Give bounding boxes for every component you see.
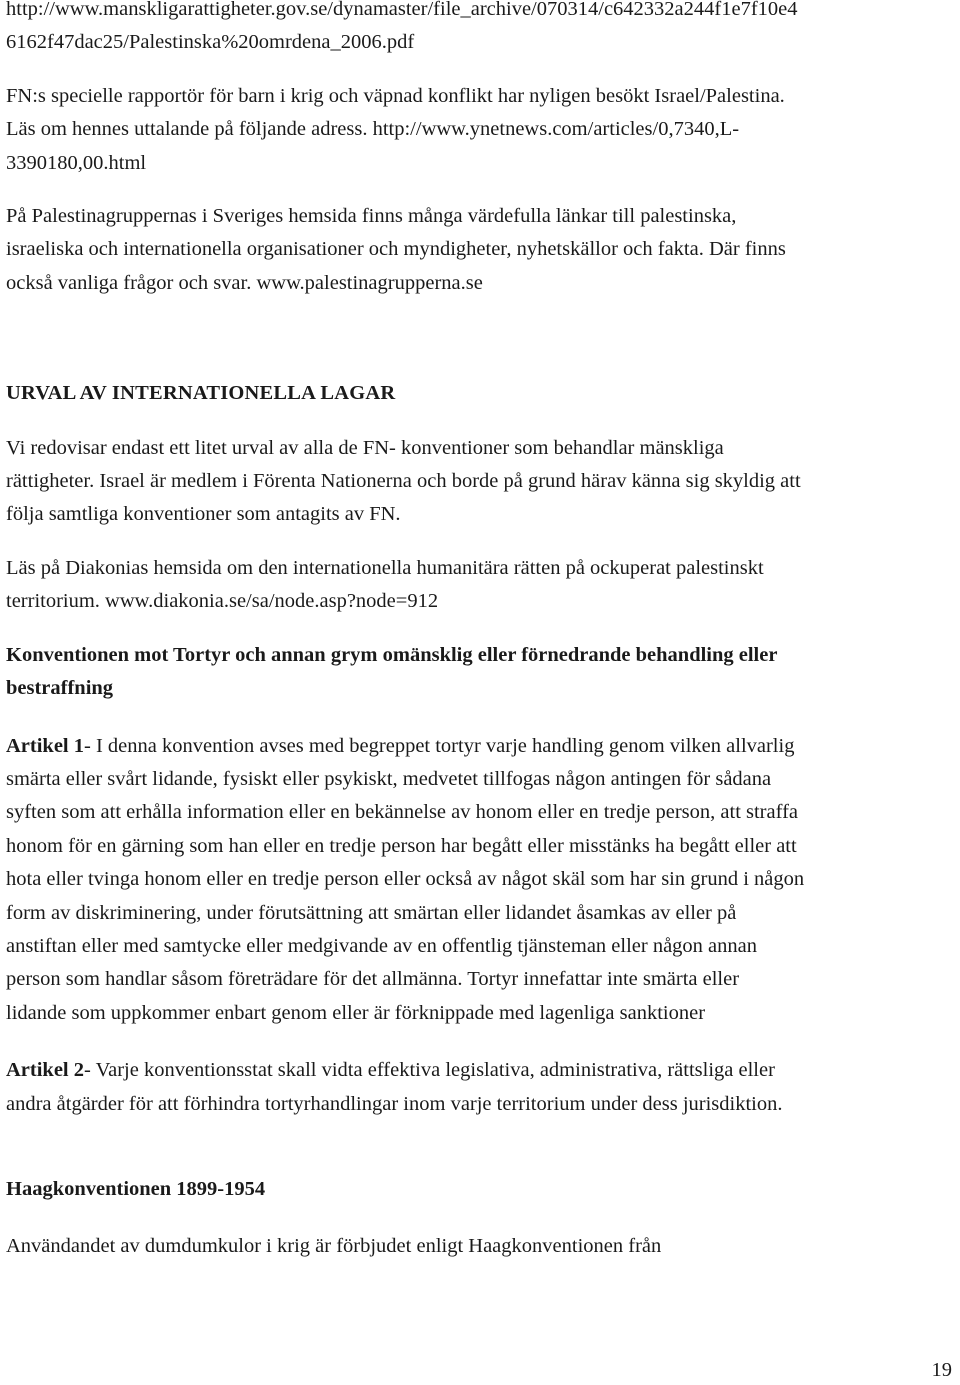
urval-paragraph — [6, 432, 956, 532]
text-line: också vanliga frågor och svar. www.palestinagrupperna.se — [6, 271, 483, 294]
palestinagrupperna-paragraph — [6, 200, 956, 300]
text-line: Vi redovisar endast ett litet urval av alla de FN- konventioner som behandlar mänskliga — [6, 436, 724, 459]
text-line: hota eller tvinga honom eller en tredje person eller också av något skäl som har sin grund i någon — [6, 868, 805, 891]
section-title: URVAL AV INTERNATIONELLA LAGAR — [6, 382, 396, 405]
document-page — [6, 0, 956, 1264]
text-line: honom för en gärning som han eller en tredje person har begått eller misstänks ha begått eller att — [6, 834, 797, 857]
text-line — [6, 1054, 956, 1087]
text-line: Läs om hennes uttalande på följande adress. http://www.ynetnews.com/articles/0,7340,L- — [6, 118, 740, 141]
page-number: 19 — [931, 1359, 952, 1381]
text-line: rättigheter. Israel är medlem i Förenta Nationerna och borde på grund härav känna sig skyldig att — [6, 470, 801, 493]
text-line: smärta eller svårt lidande, fysiskt eller psykiskt, medvetet tillfogas någon antingen för sådana — [6, 767, 772, 790]
text-line: anstiftan eller med samtycke eller medgivande av en offentlig tjänsteman eller någon annan — [6, 934, 758, 957]
text-line: På Palestinagruppernas i Sveriges hemsida finns många värdefulla länkar till palestinska, — [6, 205, 737, 228]
convention-heading — [6, 639, 956, 706]
url-line: 6162f47dac25/Palestinska%20omrdena_2006.pdf — [6, 31, 415, 54]
article-1-label: Artikel 1 — [6, 734, 84, 757]
text-line: syften som att erhålla information eller en bekännelse av honom eller en tredje person, att straffa — [6, 801, 798, 824]
text-line: FN:s specielle rapportör för barn i krig och väpnad konflikt har nyligen besökt Israel/Palestina. — [6, 84, 785, 107]
text-line: territorium. www.diakonia.se/sa/node.asp?node=912 — [6, 590, 439, 613]
fn-reporter-paragraph — [6, 80, 956, 180]
heading-line: bestraffning — [6, 677, 114, 700]
text-line — [6, 730, 956, 763]
article-2-paragraph — [6, 1054, 956, 1121]
text-line: israeliska och internationella organisationer och myndigheter, nyhetskällor och fakta. Där finns — [6, 238, 786, 261]
text-line: 3390180,00.html — [6, 151, 147, 174]
text-line: form av diskriminering, under förutsättning att smärtan eller lidandet åsamkas av eller på — [6, 901, 737, 924]
article-2-first-line: - Varje konventionsstat skall vidta effektiva legislativa, administrativa, rättsliga eller — [84, 1059, 775, 1082]
hague-heading: Haagkonventionen 1899-1954 — [6, 1177, 266, 1200]
text-line: Läs på Diakonias hemsida om den internationella humanitära rätten på ockuperat palestinskt — [6, 556, 764, 579]
article-1-first-line: - I denna konvention avses med begreppet tortyr varje handling genom vilken allvarlig — [84, 734, 795, 757]
url-line: http://www.manskligarattigheter.gov.se/dynamaster/file_archive/070314/c642332a244f1e7f10e4 — [6, 0, 798, 20]
text-line: följa samtliga konventioner som antagits av FN. — [6, 503, 401, 526]
text-line: andra åtgärder för att förhindra tortyrhandlingar inom varje territorium under dess jurisdiktion. — [6, 1092, 783, 1115]
url-paragraph — [6, 0, 956, 60]
article-2-label: Artikel 2 — [6, 1059, 84, 1082]
text-line: lidande som uppkommer enbart genom eller är förknippade med lagenliga sanktioner — [6, 1001, 706, 1024]
hague-paragraph: Användandet av dumdumkulor i krig är förbjudet enligt Haagkonventionen från — [6, 1235, 662, 1258]
text-line: person som handlar såsom företrädare för det allmänna. Tortyr innefattar inte smärta eller — [6, 968, 740, 991]
diakonia-paragraph — [6, 552, 956, 619]
article-1-paragraph — [6, 730, 956, 1031]
heading-line: Konventionen mot Tortyr och annan grym omänsklig eller förnedrande behandling eller — [6, 643, 778, 666]
